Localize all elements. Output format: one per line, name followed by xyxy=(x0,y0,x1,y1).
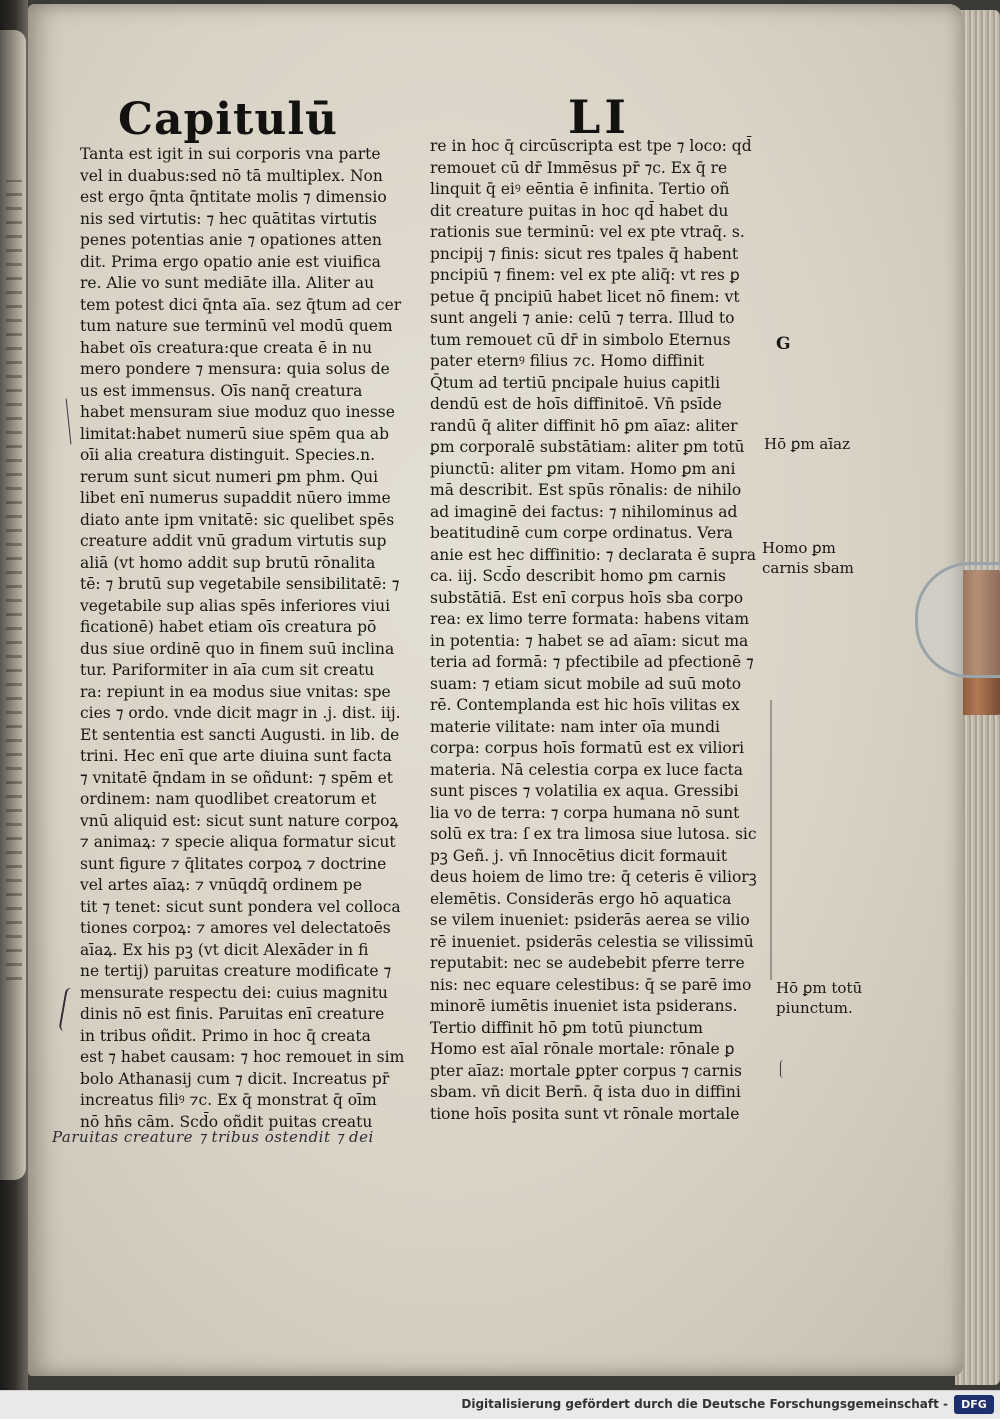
text-line: tum remouet cū dr̄ in simbolo Eternus xyxy=(430,330,731,349)
text-line: us est immensus. Oīs nanq̄ creatura xyxy=(80,381,363,400)
previous-page-edge xyxy=(0,30,26,1180)
text-line: in tribus oñdit. Primo in hoc q̄ creata xyxy=(80,1026,371,1045)
text-line: diato ante ipm vnitatē: sic quelibet spēs xyxy=(80,510,395,529)
text-line: pter aīaz: mortale ꝑpter corpus ⁊ carnis xyxy=(430,1061,742,1080)
text-line: mensurate respectu dei: cuius magnitu xyxy=(80,983,388,1002)
footer-bar xyxy=(0,1390,1000,1419)
text-line: ⁊ vnitatē q̄ndam in se oñdunt: ⁊ spēm et xyxy=(80,768,394,787)
text-line: dus siue ordinē quo in finem suū inclina xyxy=(80,639,395,658)
text-line: vel in duabus:sed nō tā multiplex. Non xyxy=(80,166,383,185)
text-line: minorē iumētis inueniet ista psiderans. xyxy=(430,997,738,1015)
text-line: tē: ⁊ brutū sup vegetabile sensibilitatē: ⁊ xyxy=(80,575,400,593)
text-line: pncipiū ⁊ finem: vel ex pte aliq̄: vt res ꝑ xyxy=(430,266,740,284)
text-line: reputabit: nec se audebebit pferre terre xyxy=(430,954,745,972)
text-column-left xyxy=(80,144,420,1133)
text-line: sunt pisces ⁊ volatilia ex aqua. Gressibi xyxy=(430,782,739,800)
text-line: dinis nō est finis. Paruitas enī creature xyxy=(80,1005,385,1023)
text-line: vegetabile sup alias spēs inferiores viui xyxy=(80,596,391,615)
text-line: rē inueniet. psiderās celestia se vilissimū xyxy=(430,932,754,951)
text-line: ad imaginē dei factus: ⁊ nihilominus ad xyxy=(430,502,738,521)
text-line: vnū aliquid est: sicut sunt nature corpoꝝ xyxy=(80,811,399,830)
text-line: Q̄tum ad tertiū pncipale huius capitli xyxy=(430,373,721,392)
text-line: sunt figure ⁊ q̄litates corpoꝝ ⁊ doctrine xyxy=(80,854,387,873)
chapter-heading: Capitulū xyxy=(118,94,339,145)
margin-note-body: Homo ꝑm carnis sbam xyxy=(762,539,854,577)
text-line: deus hoiem de limo tre: q̄ ceteris ē viliorꝫ xyxy=(430,868,757,886)
text-line: dendū est de hoīs diffinitoē. Vn̄ psīde xyxy=(430,395,722,413)
text-line: habet mensuram siue moduz quo inesse xyxy=(80,403,395,421)
text-line: se vilem inueniet: psiderās aerea se vilio xyxy=(430,911,750,929)
text-line: tum nature sue terminū vel modū quem xyxy=(80,317,393,335)
margin-note-soul: Hō ꝑm aīaz xyxy=(764,435,850,453)
text-line: anie est hec diffinitio: ⁊ declarata ē supra xyxy=(430,545,757,564)
text-line: ⁊ animaꝝ: ⁊ specie aliqua formatur sicut xyxy=(80,833,396,851)
text-line: ne tertij) paruitas creature modificate ⁊ xyxy=(80,962,392,980)
text-line: mero pondere ⁊ mensura: quia solus de xyxy=(80,360,390,378)
text-column-right xyxy=(430,136,770,1125)
text-line: materia. Nā celestia corpa ex luce facta xyxy=(430,760,744,779)
text-line: increatus filiꝰ ⁊c. Ex q̄ monstrat q̄ oīm xyxy=(80,1091,377,1109)
text-line: Tanta est igit in sui corporis vna parte xyxy=(80,145,381,163)
dfg-logo: DFG xyxy=(954,1395,994,1414)
text-line: petue q̄ pncipiū habet licet nō finem: vt xyxy=(430,287,740,306)
text-line: mā describit. Est spūs rōnalis: de nihilo xyxy=(430,481,742,499)
text-line: rē. Contemplanda est hic hoīs vilitas ex xyxy=(430,696,740,714)
handwritten-tick xyxy=(780,1060,787,1078)
text-line: ꝑm corporalē substātiam: aliter ꝑm totū xyxy=(430,438,745,456)
text-line: est ergo q̄nta q̄ntitate molis ⁊ dimensio xyxy=(80,188,387,206)
text-line: elemētis. Considerās ergo hō aquatica xyxy=(430,889,732,908)
text-line: Et sententia est sancti Augusti. in lib. de xyxy=(80,725,400,744)
text-line: nō hn̄s cām. Scd̄o oñdit puitas creatu xyxy=(80,1112,373,1131)
text-line: libet enī numerus supaddit nūero imme xyxy=(80,489,391,507)
text-line: penes potentias anie ⁊ opationes atten xyxy=(80,231,382,249)
text-line: ca. iij. Scd̄o describit homo ꝑm carnis xyxy=(430,567,726,585)
margin-note-whole: Hō ꝑm totū piunctum. xyxy=(776,979,863,1017)
text-line: dit creature puitas in hoc qd̄ habet du xyxy=(430,201,729,220)
text-line: linquit q̄ eiꝰ eēntia ē infinita. Tertio oñ xyxy=(430,180,730,198)
text-line: corpa: corpus hoīs formatū est ex viliori xyxy=(430,739,745,757)
text-line: trini. Hec enī que arte diuina sunt facta xyxy=(80,747,392,765)
previous-page-text-traces xyxy=(6,180,22,980)
text-line: rea: ex limo terre formata: habens vitam xyxy=(430,610,750,628)
text-line: randū q̄ aliter diffinit hō ꝑm aīaz: aliter xyxy=(430,416,738,435)
text-line: substātiā. Est enī corpus hoīs sba corpo xyxy=(430,588,744,607)
text-line: Homo est aīal rōnale mortale: rōnale ꝑ xyxy=(430,1040,735,1058)
text-line: lia vo de terra: ⁊ corpa humana nō sunt xyxy=(430,803,740,822)
text-line: tiones corpoꝝ: ⁊ amores vel delectatoēs xyxy=(80,919,391,937)
text-line: cies ⁊ ordo. vnde dicit magr in .j. dist. iij. xyxy=(80,704,401,722)
text-line: teria ad formā: ⁊ pfectibile ad pfectionē ⁊ xyxy=(430,653,754,671)
text-line: est ⁊ habet causam: ⁊ hoc remouet in sim xyxy=(80,1048,405,1066)
text-line: pncipij ⁊ finis: sicut res tpales q̄ habent xyxy=(430,244,739,263)
text-line: rerum sunt sicut numeri ꝑm phm. Qui xyxy=(80,467,379,486)
text-line: ordinem: nam quodlibet creatorum et xyxy=(80,790,377,808)
text-line: piunctū: aliter ꝑm vitam. Homo ꝑm ani xyxy=(430,459,736,478)
text-line: tur. Pariformiter in aīa cum sit creatu xyxy=(80,661,375,679)
text-line: suam: ⁊ etiam sicut mobile ad suū moto xyxy=(430,674,742,693)
text-line: remouet cū dr̄ Immēsus pr̄ ⁊c. Ex q̄ re xyxy=(430,158,728,177)
text-line: re. Alie vo sunt mediāte illa. Aliter au xyxy=(80,274,375,292)
handwritten-annotation: Paruitas creature ⁊ tribus ostendit ⁊ dei xyxy=(52,1128,374,1146)
text-line: in potentia: ⁊ habet se ad aīam: sicut ma xyxy=(430,631,749,650)
text-line: re in hoc q̄ circūscripta est tpe ⁊ loco: qd̄ xyxy=(430,137,752,155)
text-line: aīaꝝ. Ex his pꝫ (vt dicit Alexāder in fi xyxy=(80,940,369,959)
text-line: materie vilitate: nam inter oīa mundi xyxy=(430,717,720,736)
text-line: bolo Athanasij cum ⁊ dicit. Increatus pr̄ xyxy=(80,1069,390,1088)
text-line: pꝫ Geñ. j. vn̄ Innocētius dicit formauit xyxy=(430,846,728,865)
text-line: ficationē) habet etiam oīs creatura pō xyxy=(80,618,377,636)
chapter-number: LI xyxy=(568,90,630,144)
funding-credit: Digitalisierung gefördert durch die Deutsche Forschungsgemeinschaft - xyxy=(461,1397,948,1411)
text-line: habet oīs creatura:que creata ē in nu xyxy=(80,338,373,357)
text-line: sunt angeli ⁊ anie: celū ⁊ terra. Illud to xyxy=(430,309,735,327)
text-line: Tertio diffinit hō ꝑm totū piunctum xyxy=(430,1018,703,1037)
text-line: pater eternꝰ filius ⁊c. Homo diffinit xyxy=(430,352,705,370)
text-line: vel artes aīaꝝ: ⁊ vnūqdq̄ ordinem pe xyxy=(80,876,362,894)
text-line: limitat:habet numerū siue spēm qua ab xyxy=(80,424,390,443)
text-line: tem potest dici q̄nta aīa. sez q̄tum ad cer xyxy=(80,295,402,314)
margin-letter: G xyxy=(776,334,791,354)
text-line: ra: repiunt in ea modus siue vnitas: spe xyxy=(80,682,391,701)
text-line: creature addit vnū gradum virtutis sup xyxy=(80,532,387,550)
text-line: nis: nec equare celestibus: q̄ se parē imo xyxy=(430,975,752,994)
text-line: dit. Prima ergo opatio anie est viuifica xyxy=(80,252,381,271)
text-line: nis sed virtutis: ⁊ hec quātitas virtutis xyxy=(80,209,377,228)
text-line: solū ex tra: ſ ex tra limosa siue lutosa. sic xyxy=(430,825,757,843)
text-line: beatitudinē cum corpe ordinatus. Vera xyxy=(430,524,733,542)
text-line: rationis sue terminū: vel ex pte vtraq̄. s. xyxy=(430,223,745,241)
text-line: tit ⁊ tenet: sicut sunt pondera vel colloca xyxy=(80,897,401,916)
margin-rule-line xyxy=(770,700,772,980)
text-line: oīi alia creatura distinguit. Species.n. xyxy=(80,446,376,464)
text-line: aliā (vt homo addit sup brutū rōnalita xyxy=(80,553,376,572)
text-line: sbam. vn̄ dicit Bern̄. q̄ ista duo in diffini xyxy=(430,1083,741,1101)
text-line: tione hoīs posita sunt vt rōnale mortale xyxy=(430,1104,740,1123)
